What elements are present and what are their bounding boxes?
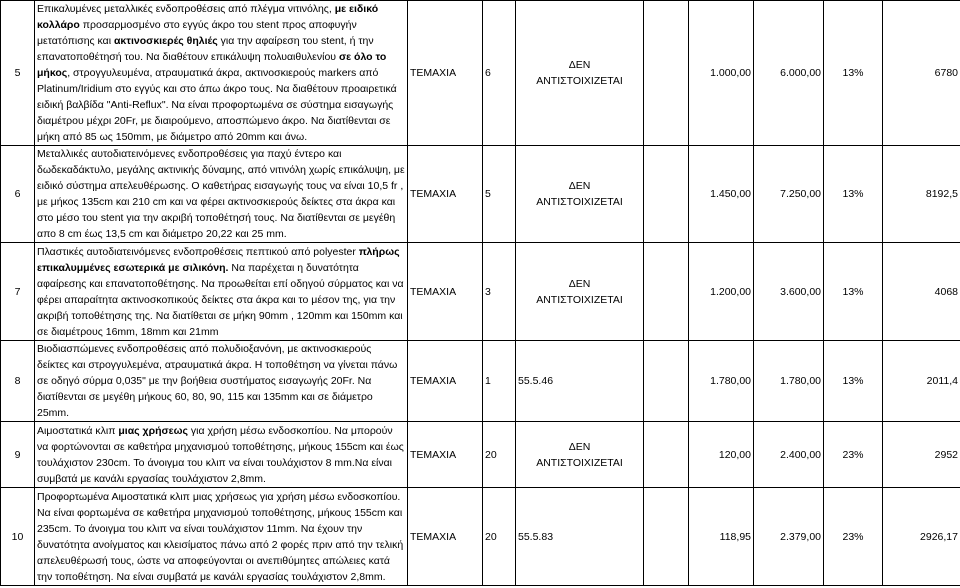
- unit-of-measure: ΤΕΜΑΧΙΑ: [408, 146, 483, 243]
- vat-rate: 13%: [824, 243, 883, 341]
- description-text: Μεταλλικές αυτοδιατεινόμενες ενδοπροθέσεις για παχύ έντερο και δωδεκαδάκτυλο, μεγάλης ακτινικής δύναμης, από νιτινόλη χωρίς επικάλυψη, με ειδικό σύστημα απελευθέρωσης. Ο καθετήρας εισαγωγής τους να είναι 10,5 fr , με μήκος 135cm και 210 cm και να φέρει ακτινοσκιερούς δείκτες στα άκρα και στο μέσο του stent για την ακριβή τοποθέτησή τους. Να διατίθενται σε μεγέθη απο 8 cm έως 13,5 cm και διάμετρο 20,22 και 25 mm.: [37, 148, 405, 240]
- unit-of-measure: ΤΕΜΑΧΙΑ: [408, 488, 483, 586]
- item-description: [35, 1, 408, 146]
- description-text: Πλαστικές αυτοδιατεινόμενες ενδοπροθέσεις πεπτικού από polyester: [37, 245, 359, 258]
- registry-code: [516, 243, 644, 341]
- final-amount: 4068: [883, 243, 960, 341]
- registry-code-line: 55.5.46: [518, 375, 554, 387]
- item-number: 10: [1, 488, 35, 586]
- quantity: 3: [483, 243, 516, 341]
- registry-code: [516, 488, 644, 586]
- description-text: Να παρέχεται η δυνατότητα αφαίρεσης και επανατοποθέτησης. Να προωθείται επί οδηγού σύρματος και να φέρει απαραίτητα ακτινοσκοπικούς δείκτες στα άκρα και το μέσον της, για την ακριβή τοποθέτησης της. Να διατίθεται σε μήκη 90mm , 120mm και 150mm και σε διαμέτρους 16mm, 18mm και 21mm: [37, 261, 404, 338]
- total-price: 6.000,00: [754, 1, 824, 146]
- registry-code-line: 55.5.83: [518, 530, 554, 543]
- description-emphasis: ακτινοσκιερές θηλιές: [113, 35, 218, 47]
- final-amount: 8192,5: [883, 146, 960, 243]
- empty-cell: [644, 243, 689, 341]
- vat-rate: 13%: [824, 341, 883, 422]
- item-description: [35, 341, 408, 422]
- registry-code-line: ΔΕΝ: [568, 277, 591, 290]
- vat-rate: 13%: [824, 146, 883, 243]
- description-text: Βιοδιασπώμενες ενδοπροθέσεις από πολυδιοξανόνη, με ακτινοσκιερούς δείκτες και στρογγυλεμένα, ατραυματικά άκρα. Η τοποθέτηση να γίνεται πάνω σε οδηγό σύρμα 0,035" με την βοήθεια συστήματος εισαγωγής 20Fr. Να διατίθενται σε μεγέθη μήκους 60, 80, 90, 115 και 135mm και σε διάμετρο 25mm.: [37, 343, 398, 419]
- table-row: [1, 488, 960, 586]
- quantity: 6: [483, 1, 516, 146]
- registry-code: [516, 422, 644, 488]
- registry-code: [516, 341, 644, 422]
- table-row: [1, 341, 960, 422]
- description-text: Προφορτωμένα Αιμοστατικά κλιπ μιας χρήσεως για χρήση μέσω ενδοσκοπίου. Να είναι φορτωμένα σε καθετήρα μηχανισμού τοποθέτησης, μήκους 155cm και 235cm. Το άνοιγμα του κλιπ να είναι τουλάχιστον 11mm. Να έχουν την δυνατότητα ανοίγματος και κλεισίματος πάνω από 2 φορές πριν από την τελική απελευθέρωσή τους, ώστε να αποφεύγονται οι ανεπιθύμητες απώλειες κατά την τοποθέτηση. Να είναι συμβατά με κανάλι εργασίας τουλάχιστον 2,8mm.: [37, 490, 404, 583]
- registry-code-line: ΑΝΤΙΣΤΟΙΧΙΖΕΤΑΙ: [536, 456, 623, 469]
- table-row: [1, 146, 960, 243]
- unit-price: 118,95: [689, 488, 754, 586]
- item-description: [35, 243, 408, 341]
- unit-price: 1.200,00: [689, 243, 754, 341]
- registry-code: [516, 146, 644, 243]
- unit-price: 1.450,00: [689, 146, 754, 243]
- total-price: 1.780,00: [754, 341, 824, 422]
- registry-code: [516, 1, 644, 146]
- vat-rate: 23%: [824, 488, 883, 586]
- registry-code-line: ΑΝΤΙΣΤΟΙΧΙΖΕΤΑΙ: [536, 75, 623, 87]
- empty-cell: [644, 422, 689, 488]
- table-body: [1, 1, 960, 586]
- final-amount: 2926,17: [883, 488, 960, 586]
- description-emphasis: μιας χρήσεως: [118, 424, 188, 437]
- registry-code-line: ΑΝΤΙΣΤΟΙΧΙΖΕΤΑΙ: [536, 293, 623, 306]
- quantity: 20: [483, 422, 516, 488]
- description-text: για την αφαίρεση του stent, ή την επανατοποθέτησή του. Να διαθέτουν επικάλυψη πολυαιθυλενίου: [37, 35, 374, 63]
- table-row: [1, 1, 960, 146]
- description-text: Αιμοστατικά κλιπ: [37, 424, 119, 437]
- description-text: , στρογγυλευμένα, ατραυματικά άκρα, ακτινοσκιερούς markers από Platinum/Iridium στο εγγύς και στο άπω άκρο τους. Να διαθέτουν προαιρετικά ειδική βαλβίδα "Anti-Reflux". Να είναι προφορτωμένα σε σύστημα εισαγωγής διαμέτρου μέχρι 20Fr, με διαιρούμενο, αποσπώμενο άκρο. Να διατίθενται σε μήκη από 85 ως 150mm, με διάμετρο από 20mm και άνω.: [37, 67, 397, 143]
- final-amount: 2952: [883, 422, 960, 488]
- item-description: [35, 146, 408, 243]
- registry-code-line: ΔΕΝ: [568, 180, 591, 192]
- quantity: 1: [483, 341, 516, 422]
- unit-of-measure: ΤΕΜΑΧΙΑ: [408, 422, 483, 488]
- quantity: 5: [483, 146, 516, 243]
- final-amount: 6780: [883, 1, 960, 146]
- item-description: [35, 488, 408, 586]
- description-emphasis: πλήρως επικαλυμμένες εσωτερικά με σιλικόνη.: [37, 245, 400, 274]
- unit-price: 120,00: [689, 422, 754, 488]
- vat-rate: 13%: [824, 1, 883, 146]
- total-price: 7.250,00: [754, 146, 824, 243]
- registry-code-line: ΔΕΝ: [568, 440, 591, 453]
- description-text: για χρήση μέσω ενδοσκοπίου. Να μπορούν να φορτώνονται σε καθετήρα μηχανισμού τοποθέτησης, μήκους 155cm και έως τουλάχιστον 230cm. Το άνοιγμα του κλιπ να είναι τουλάχιστον 8 mm.Να είναι συμβατά με κανάλι εργασίας τουλάχιστον 2,8mm.: [37, 424, 404, 485]
- total-price: 3.600,00: [754, 243, 824, 341]
- item-number: 9: [1, 422, 35, 488]
- total-price: 2.379,00: [754, 488, 824, 586]
- description-emphasis: σε όλο το μήκος: [37, 51, 387, 79]
- empty-cell: [644, 146, 689, 243]
- description-emphasis: με ειδικό κολλάρο: [37, 3, 379, 31]
- table-row: [1, 422, 960, 488]
- unit-of-measure: ΤΕΜΑΧΙΑ: [408, 341, 483, 422]
- registry-code-line: ΔΕΝ: [568, 59, 591, 71]
- empty-cell: [644, 1, 689, 146]
- vat-rate: 23%: [824, 422, 883, 488]
- description-text: προσαρμοσμένο στο εγγύς άκρο του stent προς αποφυγήν μετατόπισης και: [37, 19, 357, 47]
- item-description: [35, 422, 408, 488]
- unit-price: 1.000,00: [689, 1, 754, 146]
- item-number: 8: [1, 341, 35, 422]
- registry-code-line: ΑΝΤΙΣΤΟΙΧΙΖΕΤΑΙ: [536, 196, 623, 208]
- quantity: 20: [483, 488, 516, 586]
- item-number: 7: [1, 243, 35, 341]
- empty-cell: [644, 488, 689, 586]
- final-amount: 2011,4: [883, 341, 960, 422]
- unit-price: 1.780,00: [689, 341, 754, 422]
- unit-of-measure: ΤΕΜΑΧΙΑ: [408, 1, 483, 146]
- item-number: 6: [1, 146, 35, 243]
- total-price: 2.400,00: [754, 422, 824, 488]
- table-row: [1, 243, 960, 341]
- item-number: 5: [1, 1, 35, 146]
- empty-cell: [644, 341, 689, 422]
- description-text: Επικαλυμένες μεταλλικές ενδοπροθέσεις από πλέγμα νιτινόλης,: [37, 3, 335, 15]
- unit-of-measure: ΤΕΜΑΧΙΑ: [408, 243, 483, 341]
